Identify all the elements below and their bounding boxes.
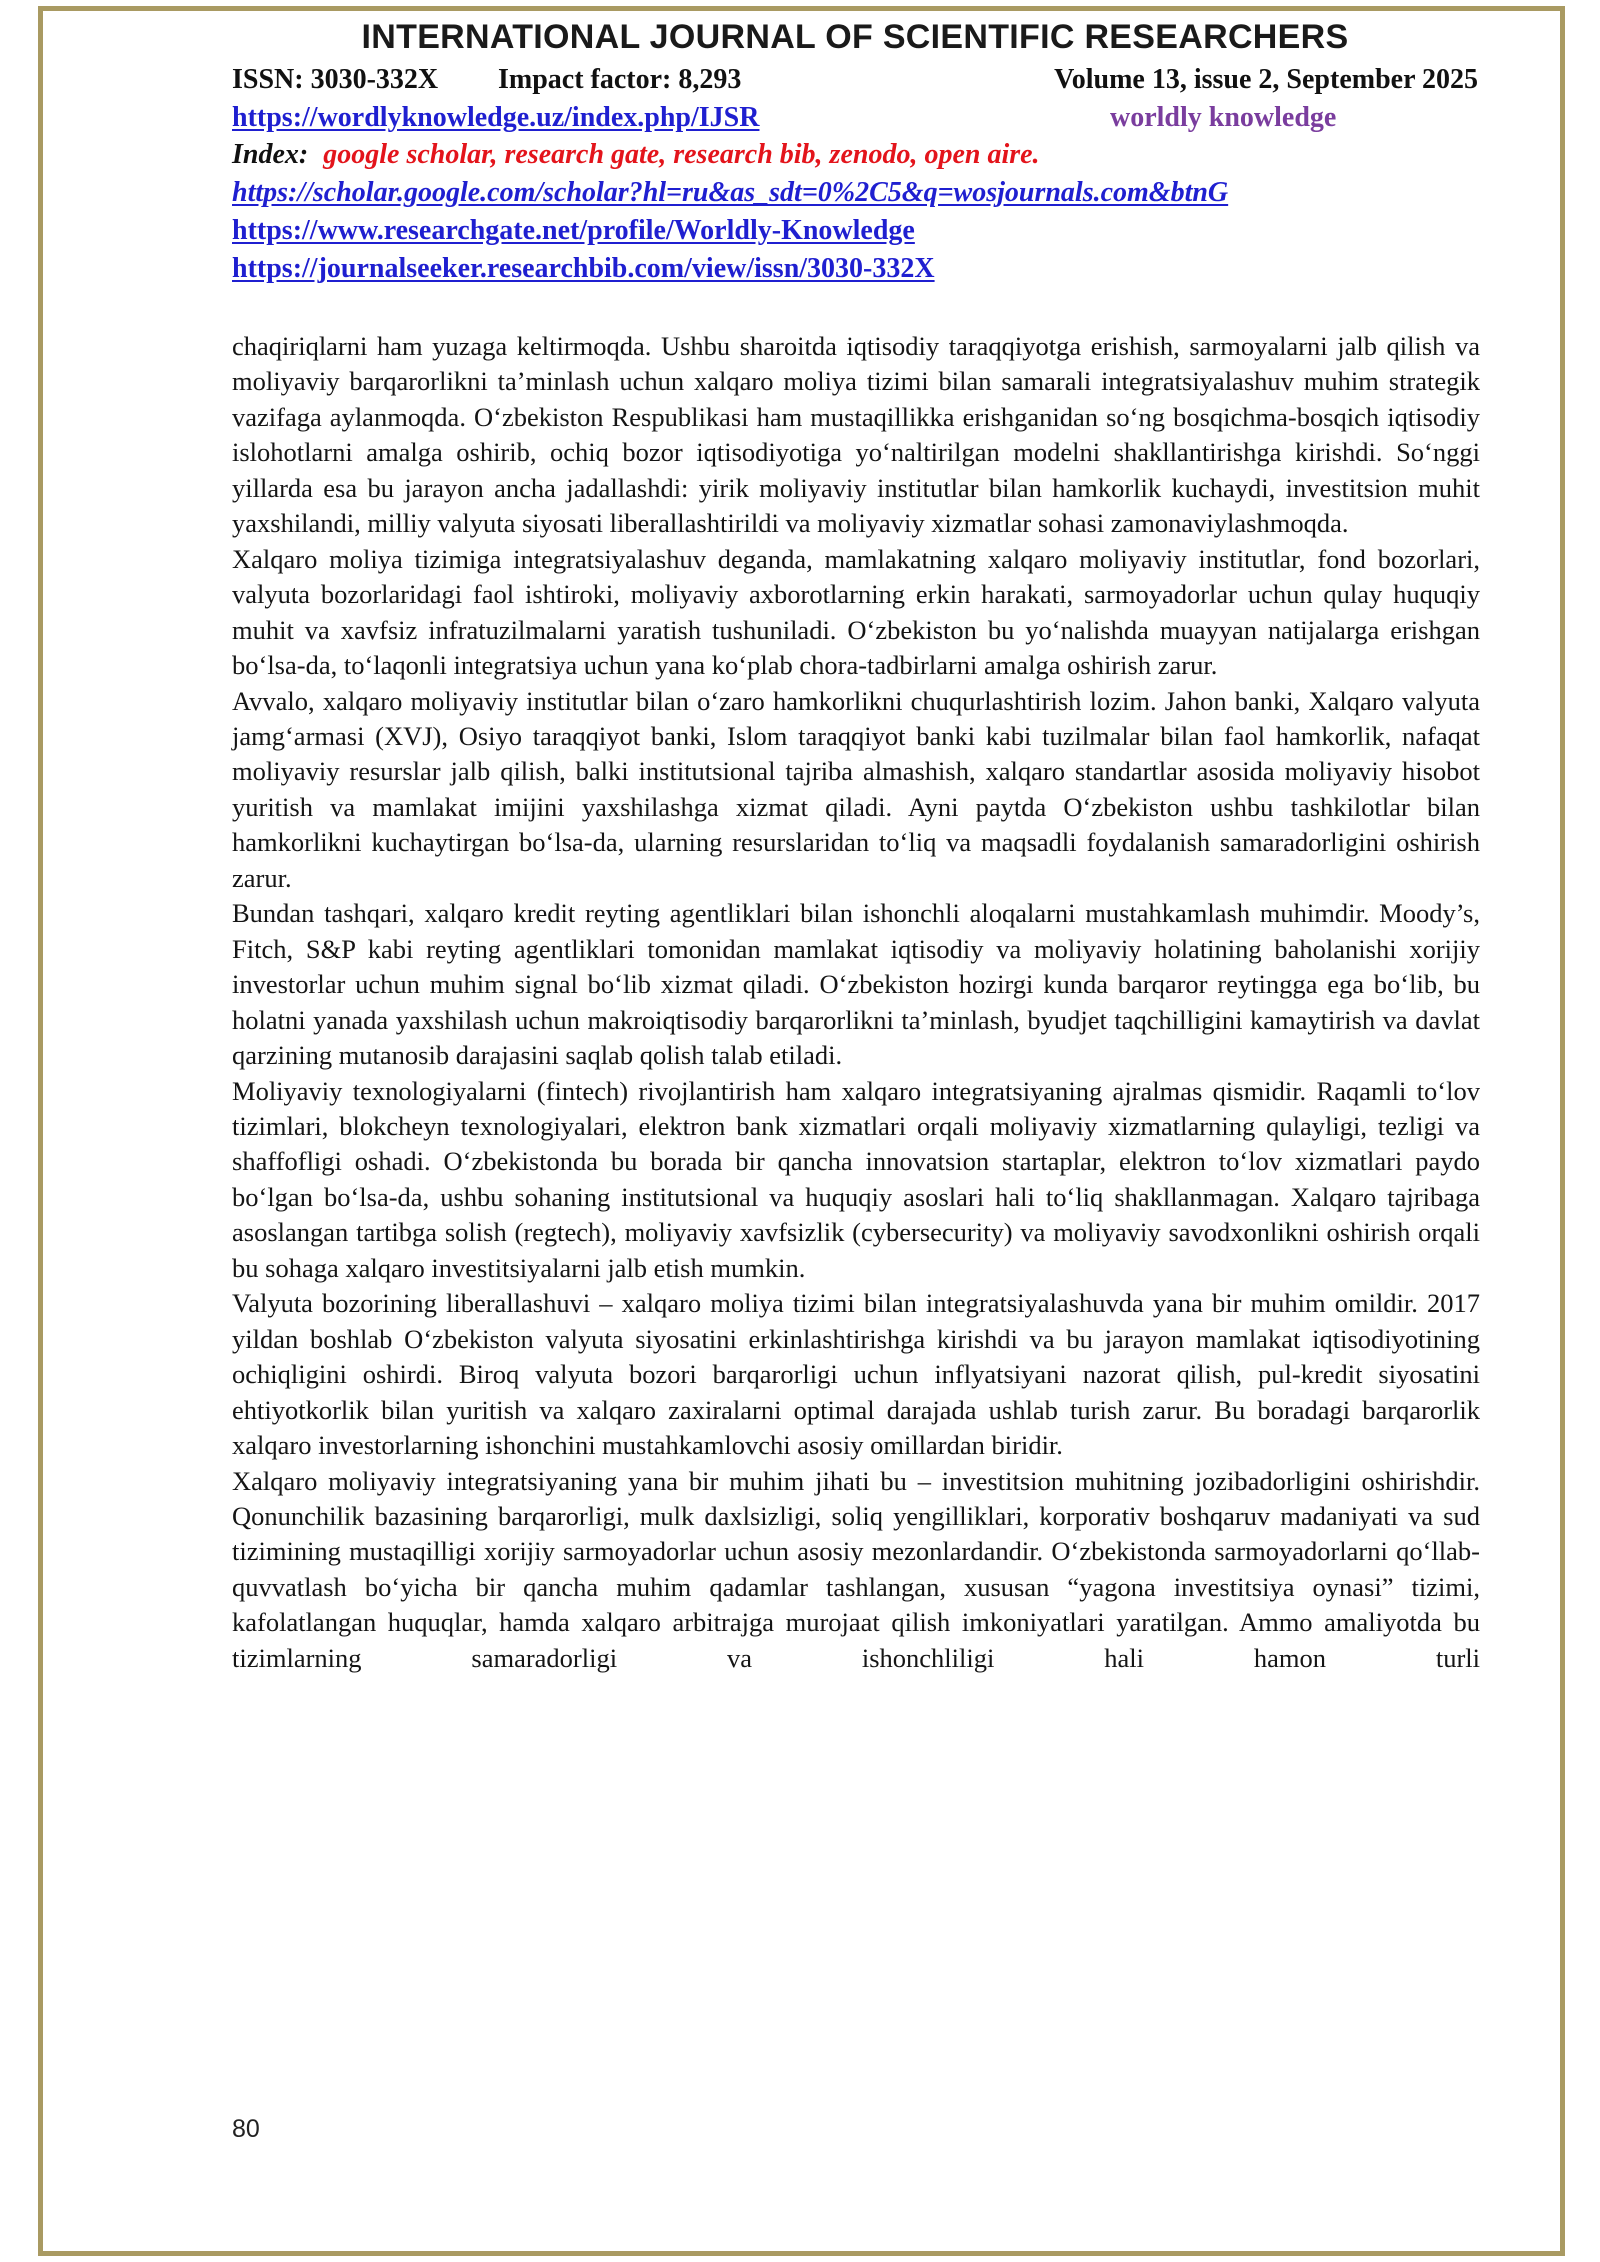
researchgate-link[interactable]: https://www.researchgate.net/profile/Worldly-Knowledge bbox=[232, 215, 915, 246]
impact-factor: Impact factor: 8,293 bbox=[498, 64, 742, 95]
body-paragraph: Bundan tashqari, xalqaro kredit reyting agentliklari bilan ishonchli aloqalarni mustahkamlash muhimdir. Moody’s, Fitch, S&P kabi reyting agentliklari tomonidan mamlakat iqtisodiy va moliyaviy holatining baholanishi xorijiy investorlar uchun muhim signal bo‘lib xizmat qiladi. O‘zbekiston hozirgi kunda barqaror reytingga ega bo‘lib, bu holatni yanada yaxshilash uchun makroiqtisodiy barqarorlikni ta’minlash, byudjet taqchilligini kamaytirish va davlat qarzining mutanosib darajasini saqlab qolish talab etiladi. bbox=[232, 898, 1480, 1071]
index-label: Index: bbox=[232, 139, 309, 170]
body-paragraph: Valyuta bozorining liberallashuvi – xalqaro moliya tizimi bilan integratsiyalashuvda yana bir muhim omildir. 2017 yildan boshlab O‘zbekiston valyuta siyosatini erkinlashtirishga kirishdi va bu jarayon mamlakat iqtisodiyotining ochiqligini oshirdi. Biroq valyuta bozori barqarorligi uchun inflyatsiyani nazorat qilish, pul-kredit siyosatini ehtiyotkorlik bilan yuritish va xalqaro zaxiralarni optimal darajada ushlab turish zarur. Bu boradagi barqarorlik xalqaro investorlarning ishonchini mustahkamlovchi asosiy omillardan biridir. bbox=[232, 1288, 1480, 1461]
index-link-row bbox=[232, 175, 1478, 211]
body-paragraph: chaqiriqlarni ham yuzaga keltirmoqda. Ushbu sharoitda iqtisodiy taraqqiyotga erishish, sarmoyalarni jalb qilish va moliyaviy barqarorlikni ta’minlash uchun xalqaro moliya tizimi bilan samarali integratsiyalashuv muhim strategik vazifaga aylanmoqda. O‘zbekiston Respublikasi ham mustaqillikka erishganidan so‘ng bosqichma-bosqich iqtisodiy islohotlarni amalga oshirib, ochiq bozor iqtisodiyotiga yo‘naltirilgan modelni shakllantirishga kirishdi. So‘nggi yillarda esa bu jarayon ancha jadallashdi: yirik moliyaviy institutlar bilan hamkorlik kuchaydi, investitsion muhit yaxshilandi, milliy valyuta siyosati liberallashtirildi va moliyaviy xizmatlar sohasi zamonaviylashmoqda. bbox=[232, 331, 1480, 539]
publisher-name: worldly knowledge bbox=[1110, 102, 1337, 133]
body-paragraph: Xalqaro moliya tizimiga integratsiyalashuv deganda, mamlakatning xalqaro moliyaviy institutlar, fond bozorlari, valyuta bozorlaridagi faol ishtiroki, moliyaviy axborotlarning erkin harakati, sarmoyadorlar uchun qulay huquqiy muhit va xavfsiz infratuzilmalarni yaratish tushuniladi. O‘zbekiston bu yo‘nalishda muayyan natijalarga erishgan bo‘lsa-da, to‘laqonli integratsiya uchun yana ko‘plab chora-tadbirlarni amalga oshirish zarur. bbox=[232, 543, 1480, 681]
index-list: google scholar, research gate, research bib, zenodo, open aire. bbox=[323, 139, 1040, 170]
journal-url-link[interactable]: https://wordlyknowledge.uz/index.php/IJSR bbox=[232, 102, 760, 133]
google-scholar-link[interactable]: https://scholar.google.com/scholar?hl=ru&as_sdt=0%2C5&q=wosjournals.com&btnG bbox=[232, 177, 1229, 208]
page-number: 80 bbox=[232, 2115, 260, 2143]
journal-title: INTERNATIONAL JOURNAL OF SCIENTIFIC RESEARCHERS bbox=[361, 18, 1349, 56]
researchbib-link[interactable]: https://journalseeker.researchbib.com/view/issn/3030-332X bbox=[232, 253, 935, 284]
index-link-row bbox=[232, 213, 1478, 249]
issn-row bbox=[232, 62, 1478, 98]
issn: ISSN: 3030-332X bbox=[232, 64, 439, 95]
journal-url-row bbox=[232, 100, 1478, 136]
body-paragraph: Avvalo, xalqaro moliyaviy institutlar bilan o‘zaro hamkorlikni chuqurlashtirish lozim. Jahon banki, Xalqaro valyuta jamg‘armasi (XVJ), Osiyo taraqqiyot banki, Islom taraqqiyot banki kabi tuzilmalar bilan faol hamkorlik, nafaqat moliyaviy resurslar jalb qilish, balki institutsional tajriba almashish, xalqaro standartlar asosida moliyaviy hisobot yuritish va mamlakat imijini yaxshilashga xizmat qiladi. Ayni paytda O‘zbekiston ushbu tashkilotlar bilan hamkorlikni kuchaytirgan bo‘lsa-da, ularning resurslaridan to‘liq va maqsadli foydalanish samaradorligini oshirish zarur. bbox=[232, 685, 1480, 893]
body-paragraph: Moliyaviy texnologiyalarni (fintech) rivojlantirish ham xalqaro integratsiyaning ajralmas qismidir. Raqamli to‘lov tizimlari, blokcheyn texnologiyalari, elektron bank xizmatlari orqali moliyaviy xizmatlarning qulayligi, tezligi va shaffofligi oshadi. O‘zbekistonda bu borada bir qancha innovatsion startaplar, elektron to‘lov xizmatlari paydo bo‘lgan bo‘lsa-da, ushbu sohaning institutsional va huquqiy asoslari hali to‘liq shakllanmagan. Xalqaro tajribaga asoslangan tartibga solish (regtech), moliyaviy xavfsizlik (cybersecurity) va moliyaviy savodxonlikni oshirish orqali bu sohaga xalqaro investitsiyalarni jalb etish mumkin. bbox=[232, 1075, 1480, 1283]
article-body bbox=[232, 329, 1480, 1676]
index-row bbox=[232, 137, 1478, 173]
volume-issue: Volume 13, issue 2, September 2025 bbox=[1054, 64, 1478, 95]
body-paragraph: Xalqaro moliyaviy integratsiyaning yana bir muhim jihati bu – investitsion muhitning jozibadorligini oshirishdir. Qonunchilik bazasining barqarorligi, mulk daxlsizligi, soliq yengilliklari, korporativ boshqaruv madaniyati va sud tizimining mustaqilligi xorijiy sarmoyadorlar uchun asosiy mezonlardandir. O‘zbekistonda sarmoyadorlarni qo‘llab-quvvatlash bo‘yicha bir qancha muhim qadamlar tashlangan, xususan “yagona investitsiya oynasi” tizimi, kafolatlangan huquqlar, hamda xalqaro arbitrajga murojaat qilish imkoniyatlari yaratilgan. Ammo amaliyotda bu tizimlarning samaradorligi va ishonchliligi hali hamon turli bbox=[232, 1465, 1480, 1673]
index-link-row bbox=[232, 251, 1478, 287]
